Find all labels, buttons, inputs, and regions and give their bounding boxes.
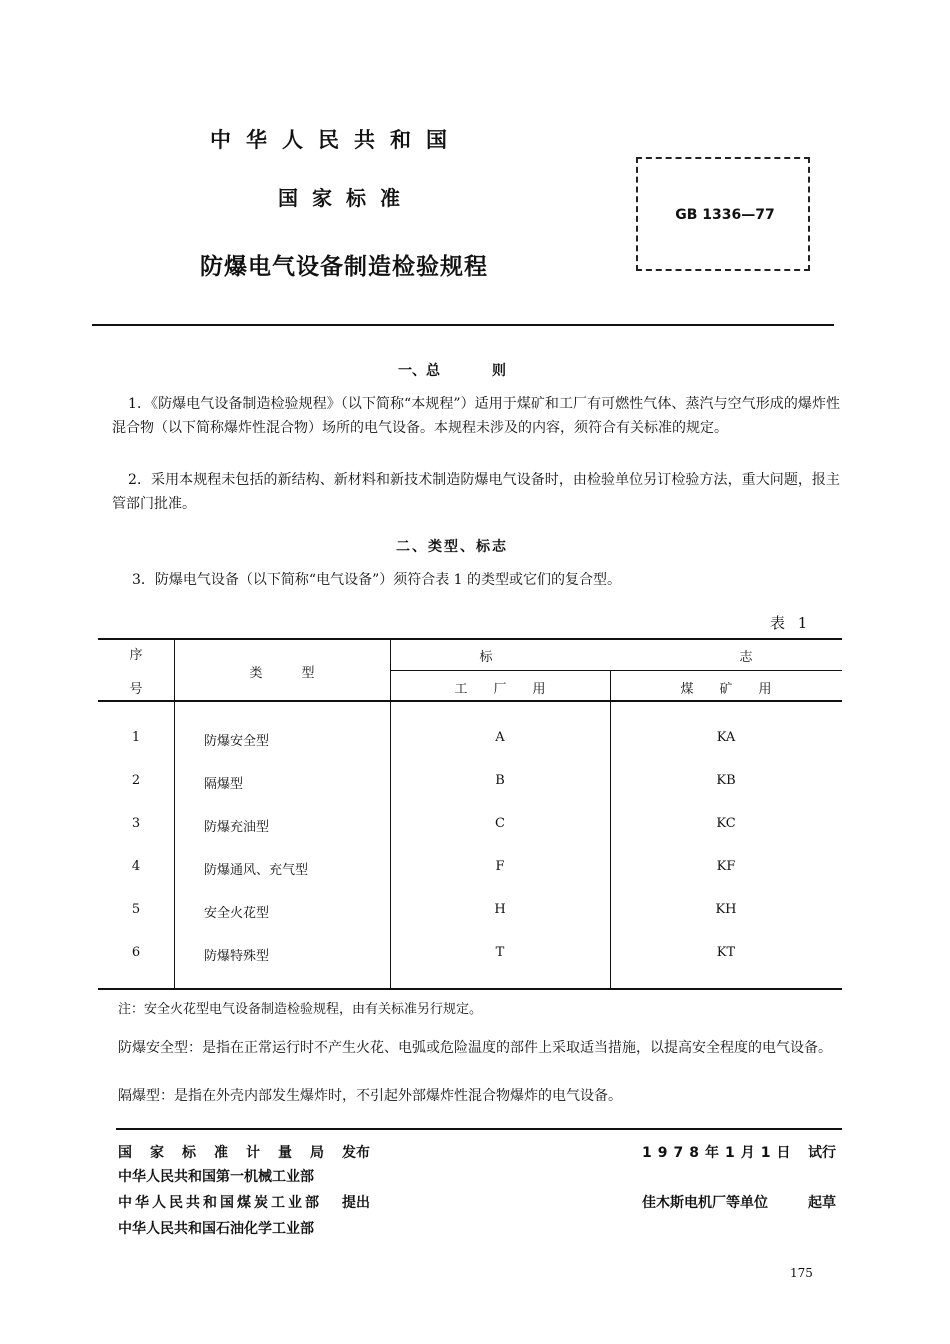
row-4-type: 防爆通风、充气型 (204, 863, 309, 878)
definition-safety-type: 防爆安全型：是指在正常运行时不产生火花、电弧或危险温度的部件上采取适当措施，以提高安全程度的电气设备。 (118, 1040, 832, 1056)
country-name: 中华人民共和国 (210, 128, 462, 152)
row-5-no: 5 (131, 902, 141, 917)
table-caption: 表 1 (770, 614, 812, 632)
header-no-bottom: 号 (129, 682, 143, 697)
row-3-factory: C (495, 816, 505, 831)
row-6-type: 防爆特殊型 (204, 949, 270, 964)
effective-date: 1978年1月1日 (642, 1145, 797, 1161)
row-4-no: 4 (131, 859, 141, 874)
row-5-mine: KH (715, 902, 737, 917)
row-6-factory: T (495, 945, 505, 960)
row-4-factory: F (495, 859, 505, 874)
row-2-type: 隔爆型 (204, 777, 244, 792)
row-1-factory: A (495, 730, 505, 745)
header-no-top: 序 (129, 648, 143, 663)
propose-label: 提出 (342, 1195, 370, 1211)
row-3-type: 防爆充油型 (204, 820, 270, 835)
page-number: 175 (790, 1266, 813, 1280)
row-1-no: 1 (131, 730, 141, 745)
type-mark-table (98, 638, 842, 992)
footer-divider (116, 1128, 842, 1130)
row-6-mine: KT (716, 945, 736, 960)
standard-code-box (636, 157, 810, 271)
header-mark: 标 志 (479, 650, 753, 665)
paragraph-3: 3．防爆电气设备（以下简称“电气设备”）须符合表 1 的类型或它们的复合型。 (132, 572, 622, 588)
row-3-mine: KC (716, 816, 736, 831)
table-header-rule (98, 700, 842, 702)
proposer-3: 中华人民共和国石油化学工业部 (118, 1221, 314, 1237)
row-3-no: 3 (131, 816, 141, 831)
header-type: 类 型 (249, 666, 315, 681)
row-2-factory: B (495, 773, 505, 788)
row-1-mine: KA (716, 730, 736, 745)
section-1-title-part2: 则 (492, 363, 506, 379)
row-2-no: 2 (131, 773, 141, 788)
national-standard-label: 国家标准 (278, 186, 414, 210)
row-4-mine: KF (716, 859, 736, 874)
draft-label: 起草 (808, 1195, 836, 1211)
trial-label: 试行 (808, 1145, 836, 1161)
drafter: 佳木斯电机厂等单位 (642, 1195, 768, 1211)
section-2-title: 二、类型、标志 (396, 539, 508, 555)
issuer: 国家标准计量局 (118, 1145, 342, 1161)
table-bottom-rule (98, 988, 842, 990)
row-6-no: 6 (131, 945, 141, 960)
header-factory: 工 厂 用 (454, 682, 546, 697)
table-subheader-rule (390, 670, 842, 671)
proposer-1: 中华人民共和国第一机械工业部 (118, 1169, 314, 1185)
document-title: 防爆电气设备制造检验规程 (200, 254, 488, 280)
header-divider (92, 324, 834, 326)
paragraph-2: 2．采用本规程未包括的新结构、新材料和新技术制造防爆电气设备时，由检验单位另订检验方法，重大问题，报主管部门批准。 (112, 472, 840, 512)
paragraph-1: 1．《防爆电气设备制造检验规程》（以下简称“本规程”）适用于煤矿和工厂有可燃性气体、蒸汽与空气形成的爆炸性混合物（以下简称爆炸性混合物）场所的电气设备。本规程未涉及的内容，须符合有关标准的规定。 (112, 396, 840, 436)
row-5-type: 安全火花型 (204, 906, 270, 921)
standard-code: GB 1336—77 (675, 207, 775, 223)
row-5-factory: H (494, 902, 506, 917)
table-col-divider (174, 638, 175, 988)
section-1-title (398, 360, 506, 380)
row-1-type: 防爆安全型 (204, 734, 270, 749)
proposer-2: 中华人民共和国煤炭工业部 (118, 1195, 322, 1211)
section-1-title-part1: 一、总 (398, 363, 440, 379)
header-mine: 煤 矿 用 (680, 682, 772, 697)
table-top-rule (98, 638, 842, 640)
definition-flameproof-type: 隔爆型：是指在外壳内部发生爆炸时，不引起外部爆炸性混合物爆炸的电气设备。 (118, 1088, 622, 1104)
row-2-mine: KB (716, 773, 736, 788)
issue-label: 发布 (342, 1145, 370, 1161)
table-note: 注：安全火花型电气设备制造检验规程，由有关标准另行规定。 (118, 1002, 483, 1017)
